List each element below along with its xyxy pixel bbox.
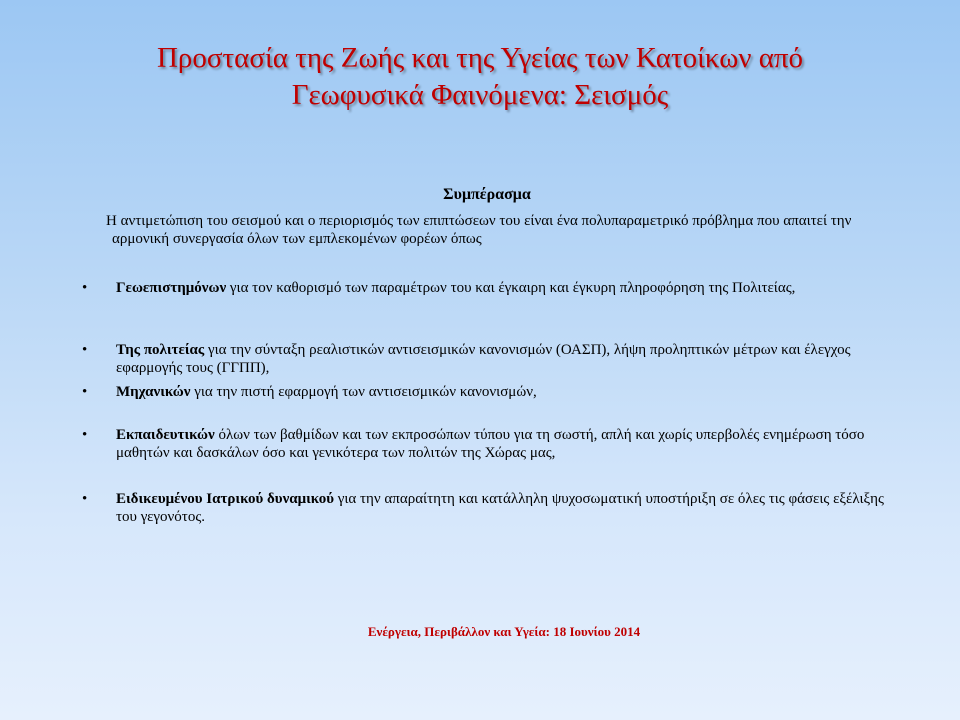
intro-paragraph: Η αντιμετώπιση του σεισμού και ο περιορισμός των επιπτώσεων του είναι ένα πολυπαραμετρικό πρόβλημα που απαιτεί την αρμονική συνεργασία όλων των εμπλεκομένων φορέων όπως [106, 213, 852, 247]
slide-footer: Ενέργεια, Περιβάλλον και Υγεία: 18 Ιουνίου 2014 [367, 624, 641, 639]
slide-title-line-1: Προστασία της Ζωής και της Υγείας των Κατοίκων από [156, 42, 804, 74]
bullet-term: Εκπαιδευτικών [116, 427, 215, 443]
bullet-term: Μηχανικών [116, 384, 191, 400]
bullet-marker: • [82, 384, 88, 400]
bullet-marker: • [82, 280, 88, 296]
bullet-text [116, 279, 892, 297]
bullet-text [116, 490, 892, 526]
bullet-text [116, 341, 892, 377]
section-heading: Συμπέρασμα [443, 186, 531, 203]
bullet-marker: • [82, 427, 88, 443]
bullet-term: Γεωεπιστημόνων [116, 280, 227, 296]
bullet-marker: • [82, 491, 88, 507]
bullet-item-engineers [82, 383, 892, 401]
bullet-description: για τον καθορισμό των παραμέτρων του και έγκαιρη και έγκυρη πληροφόρηση της Πολιτείας, [226, 280, 796, 296]
bullet-marker: • [82, 342, 88, 358]
bullet-description: όλων των βαθμίδων και των εκπροσώπων τύπου για τη σωστή, απλή και χωρίς υπερβολές ενημέρωση τόσο μαθητών και δασκάλων όσο και γενικότερα των πολιτών της Χώρας μας, [116, 427, 865, 461]
bullet-term: Ειδικευμένου Ιατρικού δυναμικού [116, 491, 334, 507]
slide-title [0, 40, 960, 114]
bullet-description: για την πιστή εφαρμογή των αντισεισμικών κανονισμών, [190, 384, 537, 400]
bullet-description: για την σύνταξη ρεαλιστικών αντισεισμικών κανονισμών (ΟΑΣΠ), λήψη προληπτικών μέτρων και έλεγχος εφαρμογής τους (ΓΓΠΠ), [116, 342, 851, 376]
bullet-text [116, 426, 892, 462]
bullet-item-state [82, 341, 892, 377]
bullet-item-geoscientists [82, 279, 892, 297]
bullet-item-medical-staff [82, 490, 892, 526]
bullet-description: για την απαραίτητη και κατάλληλη ψυχοσωματική υποστήριξη σε όλες τις φάσεις εξέλιξης του γεγονότος. [116, 491, 884, 525]
slide-title-line-2: Γεωφυσικά Φαινόμενα: Σεισμός [291, 79, 669, 111]
bullet-item-educators [82, 426, 892, 462]
bullet-text [116, 383, 892, 401]
bullet-term: Της πολιτείας [116, 342, 205, 358]
